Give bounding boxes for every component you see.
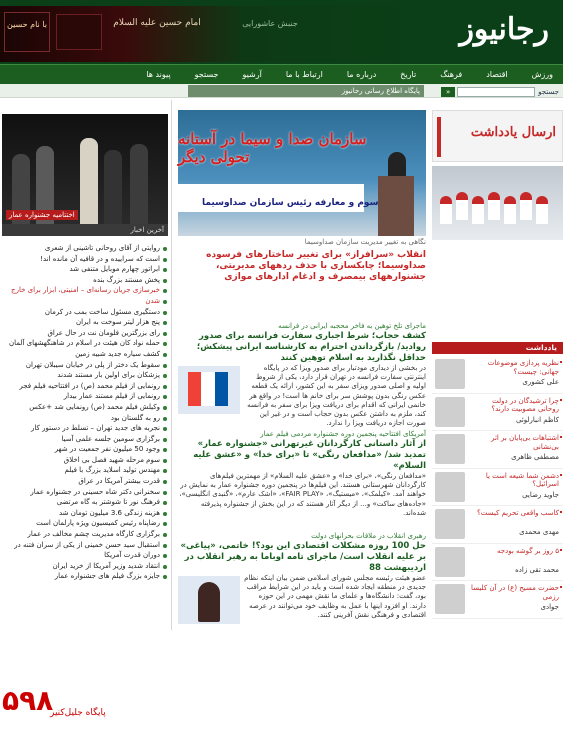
note-item[interactable] (432, 544, 563, 582)
logo-text: رجانیوز (459, 12, 549, 47)
note-author[interactable]: کاظم انبارلوئی (516, 415, 559, 424)
author-avatar[interactable] (435, 359, 465, 389)
note-author[interactable]: محمد تقی زاده (515, 565, 559, 574)
note-author[interactable]: جوادی (540, 603, 559, 611)
news-item[interactable]: قدرت بیشتر آمریکا در عراق (2, 477, 168, 487)
photo-figure (130, 144, 148, 224)
banner-text: امام حسین علیه السلام (113, 18, 201, 28)
article-kicker: آمریکای افتتاحیه پنجمین دوره جشنواره مردمی فیلم عمار (260, 430, 426, 438)
nav-item-links[interactable]: پیوند ها (146, 70, 171, 79)
hero-caption: نگاهی به تغییر مدیریت سازمان صداوسیما (304, 238, 426, 246)
banner-image (56, 14, 102, 50)
hero-headline: سازمان صدا و سیما در آستانه تحولی دیگر (178, 130, 367, 166)
player-figure (536, 196, 548, 224)
header-banner[interactable] (0, 6, 410, 62)
news-item[interactable]: مهندس تولید اسلاید بزرگ با فیلم (2, 466, 168, 476)
note-title[interactable]: حضرت مسیح (ع) در آن کلیسا رزمی (471, 584, 559, 601)
nav-item-sport[interactable]: ورزش (531, 70, 553, 79)
news-item[interactable]: پخش مستند بزرگ بنده (2, 276, 168, 286)
flag-icon (188, 372, 228, 406)
notes-list (432, 356, 563, 628)
photo-figure (80, 138, 98, 224)
news-item[interactable]: پنج هزار لیتر سوخت به ایران (2, 318, 168, 328)
news-item[interactable]: رونمایی از فیلم محمد (ص) در افتتاحیه فیلم فجر (2, 382, 168, 392)
banner-mark (437, 117, 471, 157)
lead-headline[interactable]: انقلاب «سرافراز» برای تغییر ساختارهای فرسوده صداوسیما؛ چابکسازی با حذف ردههای مدیریتی، جشنوارههای بیمصرف و ادغام ادارهای موازی (206, 250, 426, 282)
player-figure (472, 196, 484, 224)
note-author[interactable]: جاوید رضایی (522, 490, 559, 499)
news-item[interactable]: وکیلش فیلم محمد (ص) رونمایی شد +عکس (2, 403, 168, 413)
news-item[interactable]: انتقاد شدید وزیر آمریکا از خرید ایران (2, 562, 168, 572)
nav-item-archive[interactable]: آرشیو (242, 70, 262, 79)
site-logo[interactable] (439, 8, 549, 52)
news-item[interactable]: شدن (2, 297, 168, 307)
hero-speaker (388, 152, 406, 178)
article-title[interactable]: از آثار داستانی کارگردانان غیرتهرانی «جشنواره عمار» تمدید شد/ «مدافعان رنگی» تا «برای خدا» و «عشق علیه السلام» (193, 439, 426, 471)
stamp-site: پایگاه جلیل‌کنیر (50, 708, 106, 718)
news-item[interactable]: سقوط یک دختر از پلی در خیابان سیبلان تهران (2, 361, 168, 371)
nav-item-about[interactable]: درباره ما (346, 70, 377, 79)
left-column (0, 100, 172, 718)
note-item[interactable] (432, 581, 563, 619)
article (178, 430, 426, 518)
search-box (433, 86, 559, 97)
site-header (0, 0, 563, 64)
article-thumbnail[interactable] (178, 576, 240, 624)
note-title[interactable]: کاسب واقعی تحریم کیست؟ (471, 509, 559, 518)
send-note-text: ارسال یادداشت (470, 125, 556, 140)
note-item[interactable] (432, 469, 563, 507)
note-title[interactable]: اشتباهات بی‌پایان بر اثر بی‌نشانی (471, 434, 559, 451)
search-button[interactable]: » (441, 87, 455, 97)
article-kicker: رهبری انقلاب در ملاقات بحرانهای دولت (311, 532, 426, 540)
nav-item-contact[interactable]: ارتباط با ما (285, 70, 323, 79)
article-body: عضو هیئت رئیسه مجلس شورای اسلامی ضمن بیان اینکه نظام جدیدی در منطقه ایجاد شده است و باید در این شرایط مراقب بود، گفت: دانشگاه‌ها و علمای ما نقش مهمی در این حوزه دارند. او افزود اینها با عمل به وظایف خود می‌توانند در عرصه اقتصادی و فرهنگی نقش آفرینی کنند. (244, 574, 426, 619)
hero-subtitle: سوم و معارفه رئیس سازمان صداوسیما (202, 198, 379, 208)
portrait-figure (198, 582, 220, 622)
nav-item-economy[interactable]: اقتصاد (486, 70, 508, 79)
notes-section-title[interactable]: یادداشت (432, 342, 563, 354)
article-title[interactable]: کشف حجاب؛ شرط اجباری سفارت فرانسه برای صدور روادید/ بازگرداندن احترام به کارشناسه ایرانی پیشکش؛ حداقل نگذارید به اسلام توهین کنند (196, 331, 426, 363)
news-item[interactable]: رو به گلستان بود (2, 414, 168, 424)
player-figure (456, 192, 468, 220)
news-item[interactable]: ابراتور چهارم موبایل متنفی شد (2, 265, 168, 275)
photo-caption[interactable]: اختتامیه جشنواره عمار (6, 210, 78, 220)
search-input[interactable] (457, 87, 535, 97)
news-item[interactable]: پزشکان برای اولین بار مستند شدند (2, 371, 168, 381)
search-label: جستجو (538, 87, 559, 96)
news-item[interactable]: رای بزرگترین فلومان نت در حال عراق (2, 329, 168, 339)
player-figure (440, 196, 452, 224)
news-item[interactable]: رونمایی از فیلم مستند عمار بیدار (2, 392, 168, 402)
news-item[interactable]: فرهنگ نور تا شوشتر به گاه مرتضی (2, 498, 168, 508)
latest-news-bar[interactable]: آخرین اخبار (2, 224, 168, 236)
note-title[interactable]: دشمن شما شیعه است یا اسرائیل؟ (471, 472, 559, 489)
news-item[interactable]: نجربه های جدید تهران – تسلط در دستور کار (2, 424, 168, 434)
player-figure (504, 196, 516, 224)
team-photo[interactable] (432, 166, 563, 240)
main-nav (0, 64, 563, 84)
player-figure (488, 192, 500, 220)
author-avatar[interactable] (435, 584, 465, 614)
note-author[interactable]: مصطفی ظاهری (511, 453, 559, 461)
note-title[interactable]: ۵ روز بر گوشه بودجه (471, 547, 559, 556)
note-item[interactable] (432, 431, 563, 469)
banner-calligraphy: با نام حسین (4, 12, 50, 52)
news-item[interactable]: وجود 50 میلیون نفر جمعیت در شهر (2, 445, 168, 455)
hero-image[interactable] (178, 110, 426, 236)
note-item[interactable] (432, 506, 563, 544)
latest-news-list (2, 244, 168, 624)
article-body: در بخشی از دیداری مودتبار برای صدور ویزا که در پایگاه اینترنتی سفارت فرانسه در تهران قرار دارد، یکی از شروط اولیه و اصلی صدور ویزای سفر به این کشور، ارائه یک قطعه عکس رنگی بدون پوشش سر برای خانم ها است! در واقع هر خانمی ایرانی که اقدام برای دریافت ویزا برای سفر به فرانسه کند، ملزم به داشتن عکس بدون حجاب است و در غیر این صورت اجازه دریافت ویزا را ندارد. (247, 364, 426, 428)
nav-item-culture[interactable]: فرهنگ (440, 70, 463, 79)
article-title[interactable]: حل 100 روزه مشکلات اقتصادی این بود؟! خاتمی، «پیاغی» بر علیه انقلاب است/ ماجرای تامه اوباما به رهبر انقلاب در اردیبهشت 88 (180, 541, 426, 573)
nav-item-history[interactable]: تاریخ (400, 70, 417, 79)
news-item[interactable]: جایزه بزرگ فیلم های جشنواره عمار (2, 572, 168, 582)
author-avatar[interactable] (435, 509, 465, 539)
hero-podium (378, 176, 414, 236)
news-item[interactable]: دستگیری مسئول ساخت بمب در کرمان (2, 308, 168, 318)
note-item[interactable] (432, 356, 563, 394)
article-kicker: ماجرای تلخ توهین به فاخر محجبه ایرانی در فرانسه (278, 322, 426, 330)
note-author[interactable]: علی کشوری (522, 378, 559, 386)
news-item[interactable]: برگزاری کارگاه مدیریت چشم مخالف در عمار (2, 530, 168, 540)
author-avatar[interactable] (435, 547, 465, 577)
stamp-number: ۵۹۸ (2, 684, 54, 717)
article-thumbnail[interactable] (178, 366, 240, 414)
article (178, 322, 426, 428)
news-item[interactable]: روایتی از آقای روحانی تاشینی از شعری (2, 244, 168, 254)
news-item[interactable]: دوران قدرت آمریکا (2, 551, 168, 561)
player-figure (520, 192, 532, 220)
send-note-banner[interactable] (432, 110, 563, 162)
watermark-stamp (0, 678, 150, 730)
sub-bar (0, 84, 563, 98)
news-item[interactable]: حمله نواد کان هیئت در اسلام در شاهنگهشهای آلمان (2, 339, 168, 349)
nav-item-search[interactable]: جستجو (194, 70, 219, 79)
center-column (176, 100, 428, 630)
note-author[interactable]: مهدی محمدی (519, 528, 559, 536)
photo-figure (104, 150, 122, 224)
news-item[interactable]: هزینه زندگی 3.6 میلیون تومان شد (2, 509, 168, 519)
article-body: «مدافعان رنگی»، «برای خدا» و «عشق علیه السلام» از مهمترین فیلم‌های کارگردانان شهرستانی هستند. این فیلم‌ها در پنجمین دوره جشنواره عمار به نمایش در خواهند آمد. «کیلمک»، «میستیگ»، «FAIR PLAY»، «اشک عارم»، «گنبدی انگلیسی»، «جاده‌های ساکت» و... از دیگر آثار هستند که در این بخش از جشنواره پذیرفته شده‌اند. (179, 472, 426, 517)
news-item[interactable]: سوم مرحله شهید فصل بی اخلاق (2, 456, 168, 466)
note-title[interactable]: چرا ترشیدگان در دولت روحانی مصوبیت دارند؟ (471, 397, 559, 414)
news-item[interactable]: است که سراییده و در قافیه آن مانده اند! (2, 255, 168, 265)
author-avatar[interactable] (435, 397, 465, 427)
site-tagline: پایگاه اطلاع رسانی رجانیوز (188, 85, 424, 97)
featured-photo[interactable] (2, 114, 168, 224)
article (178, 532, 426, 626)
note-title[interactable]: نظریه پردازی موضوعات جهانی: چیست؟ (471, 359, 559, 376)
note-item[interactable] (432, 394, 563, 432)
right-column (432, 100, 563, 630)
news-item[interactable]: برگزاری سومین جلسه علمی آسیا (2, 435, 168, 445)
news-item[interactable]: کشف سیاره جدید شبیه زمین (2, 350, 168, 360)
author-avatar[interactable] (435, 434, 465, 464)
news-item[interactable]: رضاپناه رئیس کمیسیون ویژه پارلمان است (2, 519, 168, 529)
author-avatar[interactable] (435, 472, 465, 502)
news-item[interactable]: سخنرانی دکتر شاه حسینی در جشنواره عمار (2, 488, 168, 498)
banner-subtext: جنبش عاشورایی (242, 19, 298, 28)
news-item[interactable]: استقبال سید حسن خمینی از یکی از سران فتنه در (2, 541, 168, 551)
news-item[interactable]: خبرسازی جریان رسانه‌ای – امنیتی، ابزار برای خارج (2, 286, 168, 296)
